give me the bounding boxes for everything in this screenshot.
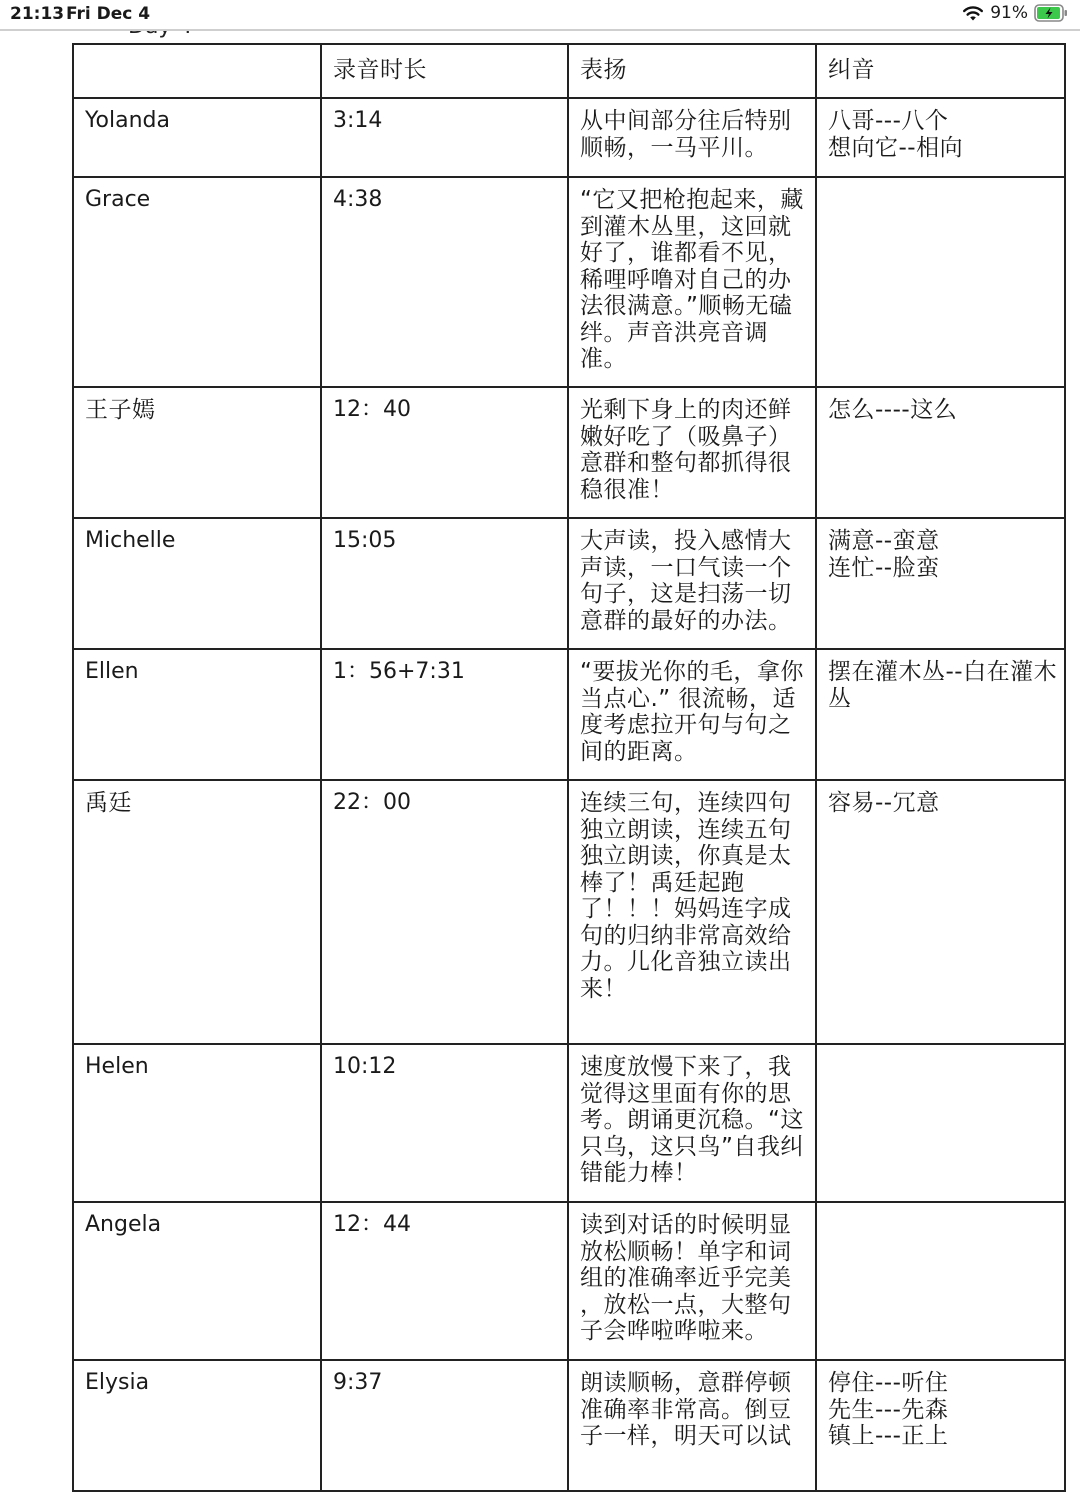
- correction-line: 容易--冗意: [828, 790, 940, 816]
- praise-line: 独立朗读，连续五句: [580, 816, 792, 843]
- header-name: [73, 44, 321, 98]
- table-row: [73, 780, 1065, 1044]
- praise-line: 声读，一口气读一个: [580, 554, 792, 581]
- status-date: Fri Dec 4: [66, 4, 151, 24]
- table-row: [73, 177, 1065, 387]
- praise-line: 力。儿化音独立读出: [580, 949, 792, 975]
- praise-cell: [568, 780, 816, 1044]
- correction-cell: [816, 387, 1065, 518]
- correction-cell: [816, 1202, 1065, 1360]
- table-row: [73, 98, 1065, 177]
- correction-cell: [816, 780, 1065, 1044]
- header-praise: 表扬: [568, 44, 816, 98]
- student-name-cell: Ellen: [73, 649, 321, 780]
- praise-line: 顺畅，一马平川。: [580, 134, 768, 161]
- praise-line: 朗读顺畅，意群停顿: [580, 1370, 792, 1396]
- praise-line: 子一样，明天可以试: [580, 1423, 792, 1449]
- student-name-cell: Grace: [73, 177, 321, 387]
- student-name-cell: 禹廷: [73, 780, 321, 1044]
- correction-cell: [816, 98, 1065, 177]
- header-correction: 纠音: [816, 44, 1065, 98]
- student-name-cell: Michelle: [73, 518, 321, 649]
- correction-cell: [816, 518, 1065, 649]
- reading-feedback-table: [72, 43, 1066, 1492]
- praise-line: 速度放慢下来了，我: [580, 1054, 792, 1080]
- praise-line: 了！！！妈妈连字成: [580, 896, 792, 922]
- table-row: [73, 649, 1065, 780]
- student-name-cell: Yolanda: [73, 98, 321, 177]
- battery-percent: 91%: [990, 3, 1028, 23]
- duration-cell: 22：00: [321, 780, 568, 1044]
- duration-cell: 12：40: [321, 387, 568, 518]
- table-row: [73, 1044, 1065, 1202]
- praise-cell: [568, 387, 816, 518]
- battery-charging-icon: [1034, 3, 1068, 23]
- correction-line: 怎么----这么: [828, 397, 958, 423]
- praise-line: 稀哩呼噜对自己的办: [580, 266, 792, 293]
- wifi-icon: [962, 4, 984, 22]
- praise-line: 来！: [580, 975, 627, 1002]
- correction-line: 摆在灌木丛--白在灌木: [828, 659, 1058, 685]
- student-name-cell: Elysia: [73, 1360, 321, 1491]
- praise-line: 准确率非常高。倒豆: [580, 1396, 792, 1423]
- correction-cell: [816, 1360, 1065, 1491]
- praise-line: 连续三句，连续四句: [580, 790, 792, 816]
- table-row: [73, 1360, 1065, 1491]
- correction-line: 满意--蛮意: [828, 528, 940, 554]
- praise-cell: [568, 518, 816, 649]
- praise-line: 组的准确率近乎完美: [580, 1265, 792, 1291]
- praise-cell: [568, 98, 816, 177]
- praise-line: 间的距离。: [580, 738, 698, 765]
- table-body: [73, 44, 1065, 1491]
- praise-line: 从中间部分往后特别: [580, 108, 792, 134]
- correction-line: 想向它--相向: [828, 134, 964, 161]
- table-row: [73, 387, 1065, 518]
- status-right-group: [962, 3, 1068, 23]
- praise-line: 度考虑拉开句与句之: [580, 712, 792, 738]
- correction-line: 先生---先森: [828, 1396, 949, 1423]
- praise-cell: [568, 649, 816, 780]
- praise-line: 大声读，投入感情大: [580, 528, 792, 554]
- praise-line: 绊。声音洪亮音调: [580, 319, 768, 346]
- praise-line: 意群的最好的办法。: [580, 607, 792, 634]
- duration-cell: 4:38: [321, 177, 568, 387]
- duration-cell: 3:14: [321, 98, 568, 177]
- duration-cell: 12：44: [321, 1202, 568, 1360]
- praise-line: ，放松一点，大整句: [580, 1291, 792, 1318]
- praise-line: 好了，谁都看不见，: [580, 240, 792, 266]
- praise-cell: [568, 1360, 816, 1491]
- duration-cell: 10:12: [321, 1044, 568, 1202]
- praise-line: “要拔光你的毛，拿你: [580, 659, 804, 685]
- status-time: 21:13: [10, 4, 65, 24]
- praise-line: 只乌，这只鸟”自我纠: [580, 1133, 804, 1160]
- praise-line: 准。: [580, 346, 627, 372]
- correction-line: 连忙--脸蛮: [828, 554, 940, 581]
- table-row: [73, 1202, 1065, 1360]
- praise-line: 当点心.” 很流畅，适: [580, 685, 797, 712]
- praise-line: 考。朗诵更沉稳。“这: [580, 1107, 804, 1133]
- praise-line: 法很满意。”顺畅无磕: [580, 293, 793, 319]
- duration-cell: 1：56+7:31: [321, 649, 568, 780]
- praise-line: “它又把枪抱起来，藏: [580, 187, 804, 213]
- praise-cell: [568, 1202, 816, 1360]
- correction-cell: [816, 177, 1065, 387]
- table-header-row: [73, 44, 1065, 98]
- status-bar: [0, 0, 1080, 30]
- praise-line: 读到对话的时候明显: [580, 1212, 792, 1238]
- header-duration: 录音时长: [321, 44, 568, 98]
- praise-line: 嫩好吃了（吸鼻子）: [580, 423, 792, 450]
- praise-line: 稳很准！: [580, 476, 674, 503]
- praise-line: 觉得这里面有你的思: [580, 1080, 792, 1107]
- praise-line: 错能力棒！: [580, 1160, 698, 1186]
- duration-cell: 15:05: [321, 518, 568, 649]
- status-bar-divider: [0, 29, 1080, 31]
- praise-cell: [568, 1044, 816, 1202]
- correction-line: 丛: [828, 685, 852, 712]
- praise-line: 意群和整句都抓得很: [580, 450, 792, 476]
- praise-line: 独立朗读，你真是太: [580, 843, 792, 869]
- duration-cell: 9:37: [321, 1360, 568, 1491]
- praise-line: 棒了！禹廷起跑: [580, 869, 745, 896]
- correction-cell: [816, 1044, 1065, 1202]
- praise-line: 到灌木丛里，这回就: [580, 213, 792, 240]
- praise-line: 光剩下身上的肉还鲜: [580, 397, 792, 423]
- student-name-cell: Helen: [73, 1044, 321, 1202]
- correction-line: 八哥---八个: [828, 108, 949, 134]
- student-name-cell: Angela: [73, 1202, 321, 1360]
- student-name-cell: 王子嫣: [73, 387, 321, 518]
- praise-line: 句的归纳非常高效给: [580, 922, 792, 949]
- table-row: [73, 518, 1065, 649]
- praise-cell: [568, 177, 816, 387]
- praise-line: 句子，这是扫荡一切: [580, 581, 792, 607]
- correction-line: 镇上---正上: [828, 1423, 949, 1449]
- correction-cell: [816, 649, 1065, 780]
- correction-line: 停住---听住: [828, 1370, 949, 1396]
- praise-line: 放松顺畅！单字和词: [580, 1238, 792, 1265]
- praise-line: 子会哗啦哗啦来。: [580, 1318, 768, 1344]
